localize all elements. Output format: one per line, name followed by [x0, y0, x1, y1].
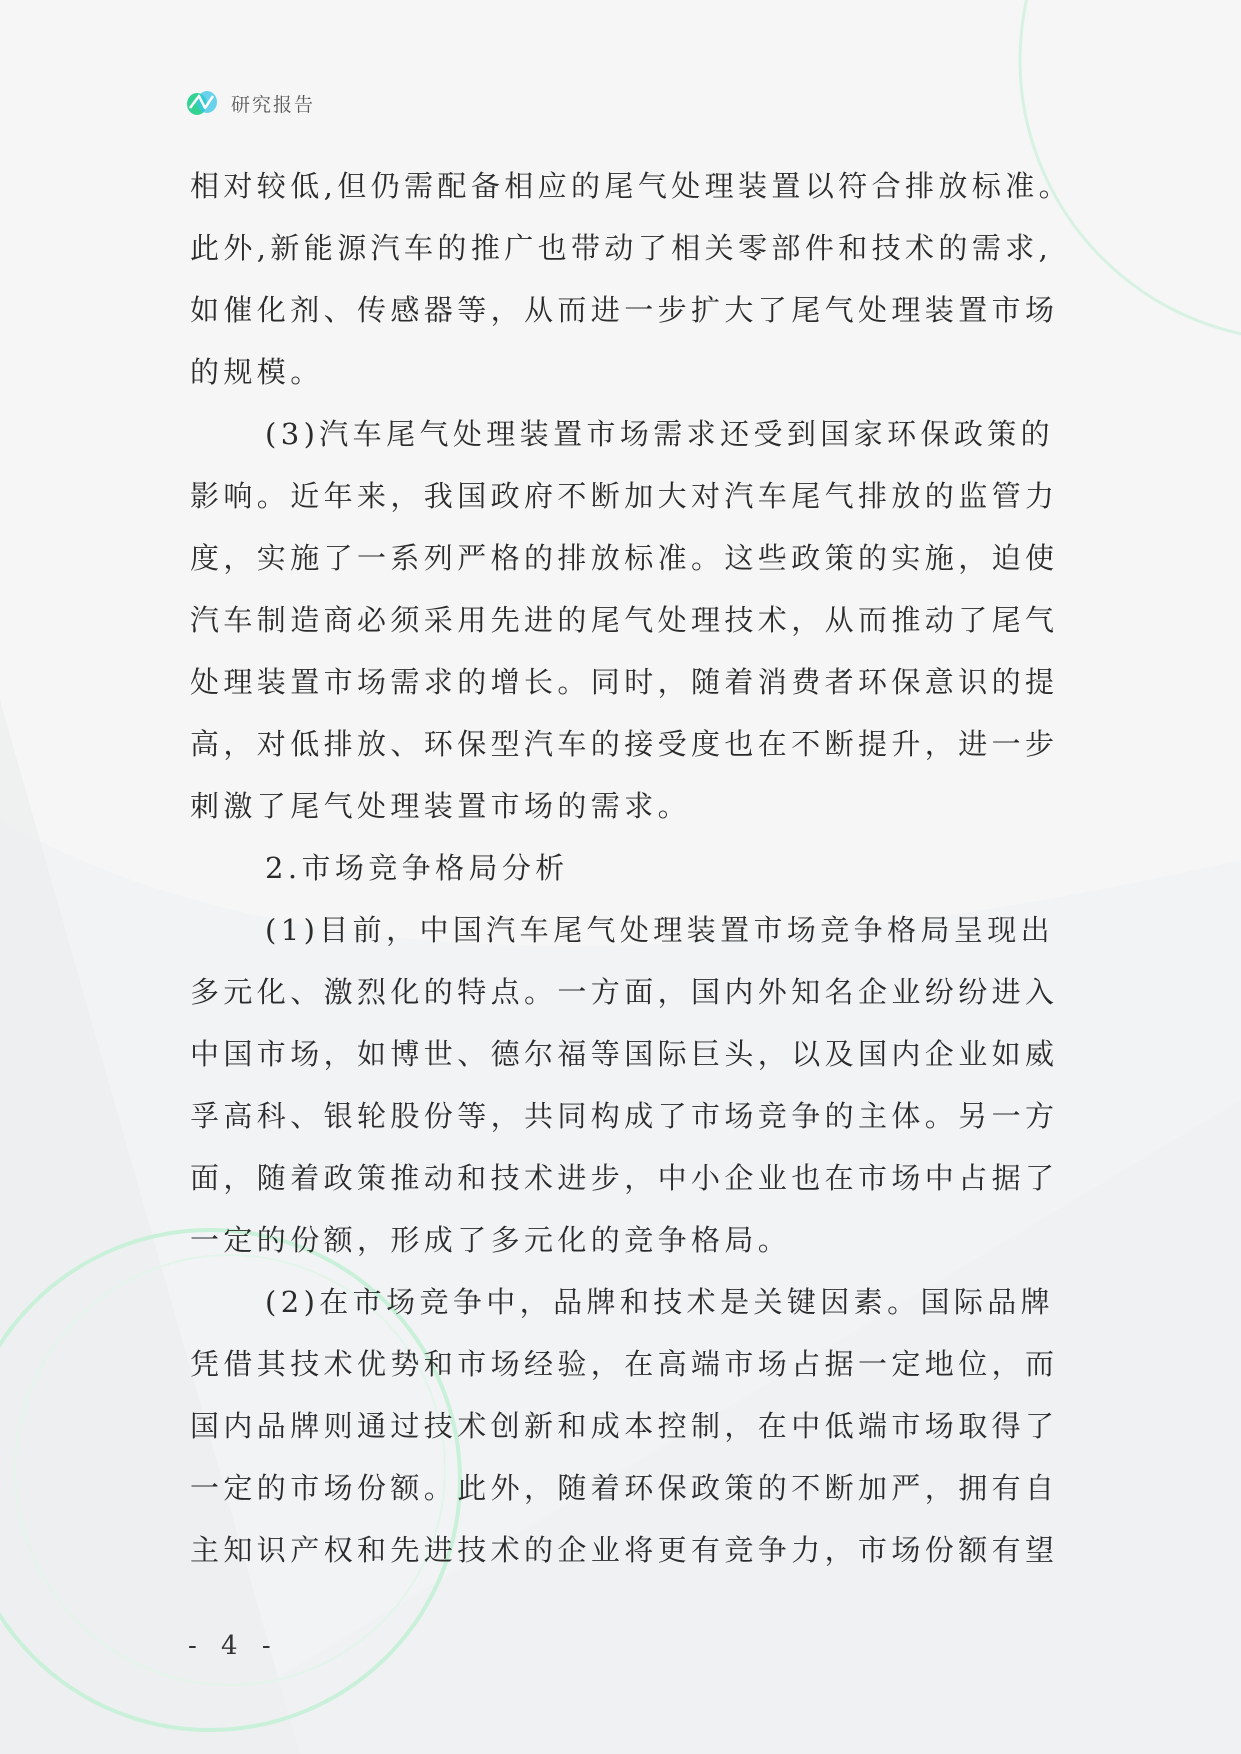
text-line: 一定的份额，形成了多元化的竞争格局。: [190, 1223, 792, 1257]
text-line: 国内品牌则通过技术创新和成本控制，在中低端市场取得了: [190, 1409, 1059, 1443]
paragraph-start-line: (1)目前，中国汽车尾气处理装置市场竞争格局呈现出: [265, 913, 1055, 947]
report-header: [185, 88, 315, 118]
text-line: 度，实施了一系列严格的排放标准。这些政策的实施，迫使: [190, 541, 1059, 575]
header-title: 研究报告: [231, 93, 316, 116]
paragraph-start-line: (3)汽车尾气处理装置市场需求还受到国家环保政策的: [265, 417, 1055, 451]
text-line: 凭借其技术优势和市场经验，在高端市场占据一定地位，而: [190, 1347, 1059, 1381]
brand-logo-icon: [185, 88, 221, 118]
text-line: 多元化、激烈化的特点。一方面，国内外知名企业纷纷进入: [190, 975, 1059, 1009]
text-line: 一定的市场份额。此外，随着环保政策的不断加严，拥有自: [190, 1471, 1059, 1505]
page-number: - 4 -: [188, 1631, 279, 1661]
text-line: 主知识产权和先进技术的企业将更有竞争力，市场份额有望: [190, 1533, 1059, 1567]
text-line: 面，随着政策推动和技术进步，中小企业也在市场中占据了: [190, 1161, 1059, 1195]
text-line: 的规模。: [190, 355, 324, 389]
text-line: 影响。近年来，我国政府不断加大对汽车尾气排放的监管力: [190, 479, 1059, 513]
text-line: 汽车制造商必须采用先进的尾气处理技术，从而推动了尾气: [190, 603, 1059, 637]
paragraph-start-line: (2)在市场竞争中，品牌和技术是关键因素。国际品牌: [265, 1285, 1055, 1319]
text-line: 如催化剂、传感器等，从而进一步扩大了尾气处理装置市场: [190, 293, 1059, 327]
text-line: 此外,新能源汽车的推广也带动了相关零部件和技术的需求,: [190, 231, 1053, 265]
document-body: [190, 155, 1090, 1581]
text-line: 高，对低排放、环保型汽车的接受度也在不断提升，进一步: [190, 727, 1059, 761]
text-line: 刺激了尾气处理装置市场的需求。: [190, 789, 692, 823]
text-line: 处理装置市场需求的增长。同时，随着消费者环保意识的提: [190, 665, 1059, 699]
section-heading: 2.市场竞争格局分析: [265, 851, 569, 885]
text-line: 相对较低,但仍需配备相应的尾气处理装置以符合排放标准。: [190, 169, 1073, 203]
text-line: 中国市场，如博世、德尔福等国际巨头，以及国内企业如威: [190, 1037, 1059, 1071]
text-line: 孚高科、银轮股份等，共同构成了市场竞争的主体。另一方: [190, 1099, 1059, 1133]
